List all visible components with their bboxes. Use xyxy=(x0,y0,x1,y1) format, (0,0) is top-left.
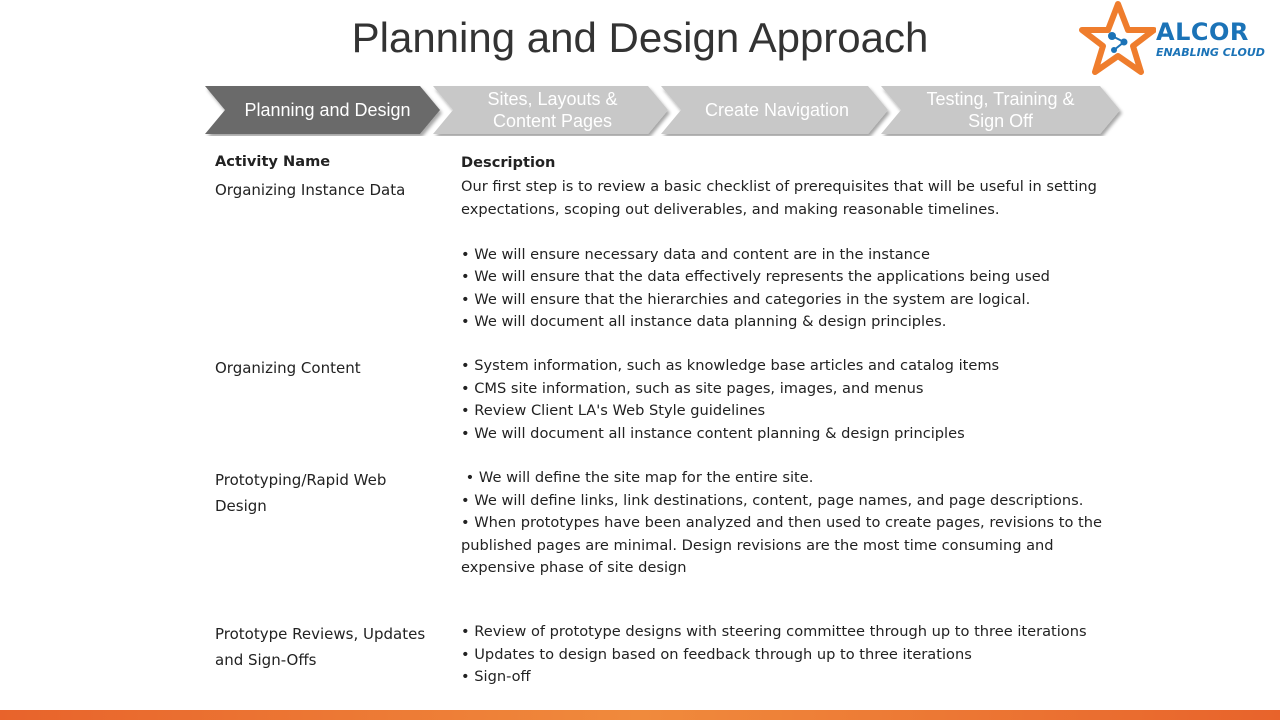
page-title: Planning and Design Approach xyxy=(351,14,929,61)
list-item: • We will document all instance data planning & design principles. xyxy=(461,313,947,330)
phase-3-label: Create Navigation xyxy=(704,100,850,120)
list-item: • Sign-off xyxy=(461,668,531,685)
description-block-2 xyxy=(461,355,1121,445)
footer-accent-bar xyxy=(0,710,1280,720)
phase-1-label: Planning and Design xyxy=(244,100,411,120)
description-block-3 xyxy=(461,467,1121,580)
phase-2-label: Sites, Layouts & Content Pages xyxy=(487,89,618,131)
list-item: • System information, such as knowledge base articles and catalog items xyxy=(461,357,1000,374)
list-item: • We will define links, link destinations, content, page names, and page descriptions. xyxy=(461,491,1084,509)
description-header: Description xyxy=(461,154,556,171)
description-block-1 xyxy=(461,176,1121,334)
description-intro: Our first step is to review a basic checklist of prerequisites that will be useful in setting expectations, scoping out deliverables, and making reasonable timelines. xyxy=(461,178,1097,218)
star-icon xyxy=(1076,0,1156,78)
list-item: • We will ensure necessary data and content are in the instance xyxy=(461,245,930,263)
company-logo xyxy=(1070,0,1280,78)
list-item: • We will define the site map for the entire site. xyxy=(461,469,814,486)
activity-name-3: Prototyping/Rapid Web Design xyxy=(215,471,387,515)
list-item: • Review of prototype designs with steering committee through up to three iterations xyxy=(461,623,1087,640)
list-item: • We will ensure that the data effectively represents the applications being used xyxy=(461,268,1050,285)
list-item: • When prototypes have been analyzed and then used to create pages, revisions to the published pages are minimal. Design revisions are the most time consuming and expensive phase of site design xyxy=(461,514,1102,576)
list-item: • Updates to design based on feedback through up to three iterations xyxy=(461,645,972,663)
activity-name-2: Organizing Content xyxy=(215,359,361,377)
list-item: • We will document all instance content planning & design principles xyxy=(461,424,965,442)
logo-name: ALCOR xyxy=(1156,18,1249,46)
activity-header: Activity Name xyxy=(215,153,331,170)
description-block-4 xyxy=(461,621,1121,689)
process-chevrons xyxy=(205,84,1125,136)
activity-name-4: Prototype Reviews, Updates and Sign-Offs xyxy=(215,625,426,669)
list-item: • Review Client LA's Web Style guidelines xyxy=(461,402,766,419)
logo-tagline: ENABLING CLOUD xyxy=(1156,46,1265,59)
list-item: • CMS site information, such as site pages, images, and menus xyxy=(461,379,924,397)
list-item: • We will ensure that the hierarchies and categories in the system are logical. xyxy=(461,290,1031,308)
phase-4-label: Testing, Training & Sign Off xyxy=(926,89,1075,131)
activity-name-1: Organizing Instance Data xyxy=(215,181,406,199)
